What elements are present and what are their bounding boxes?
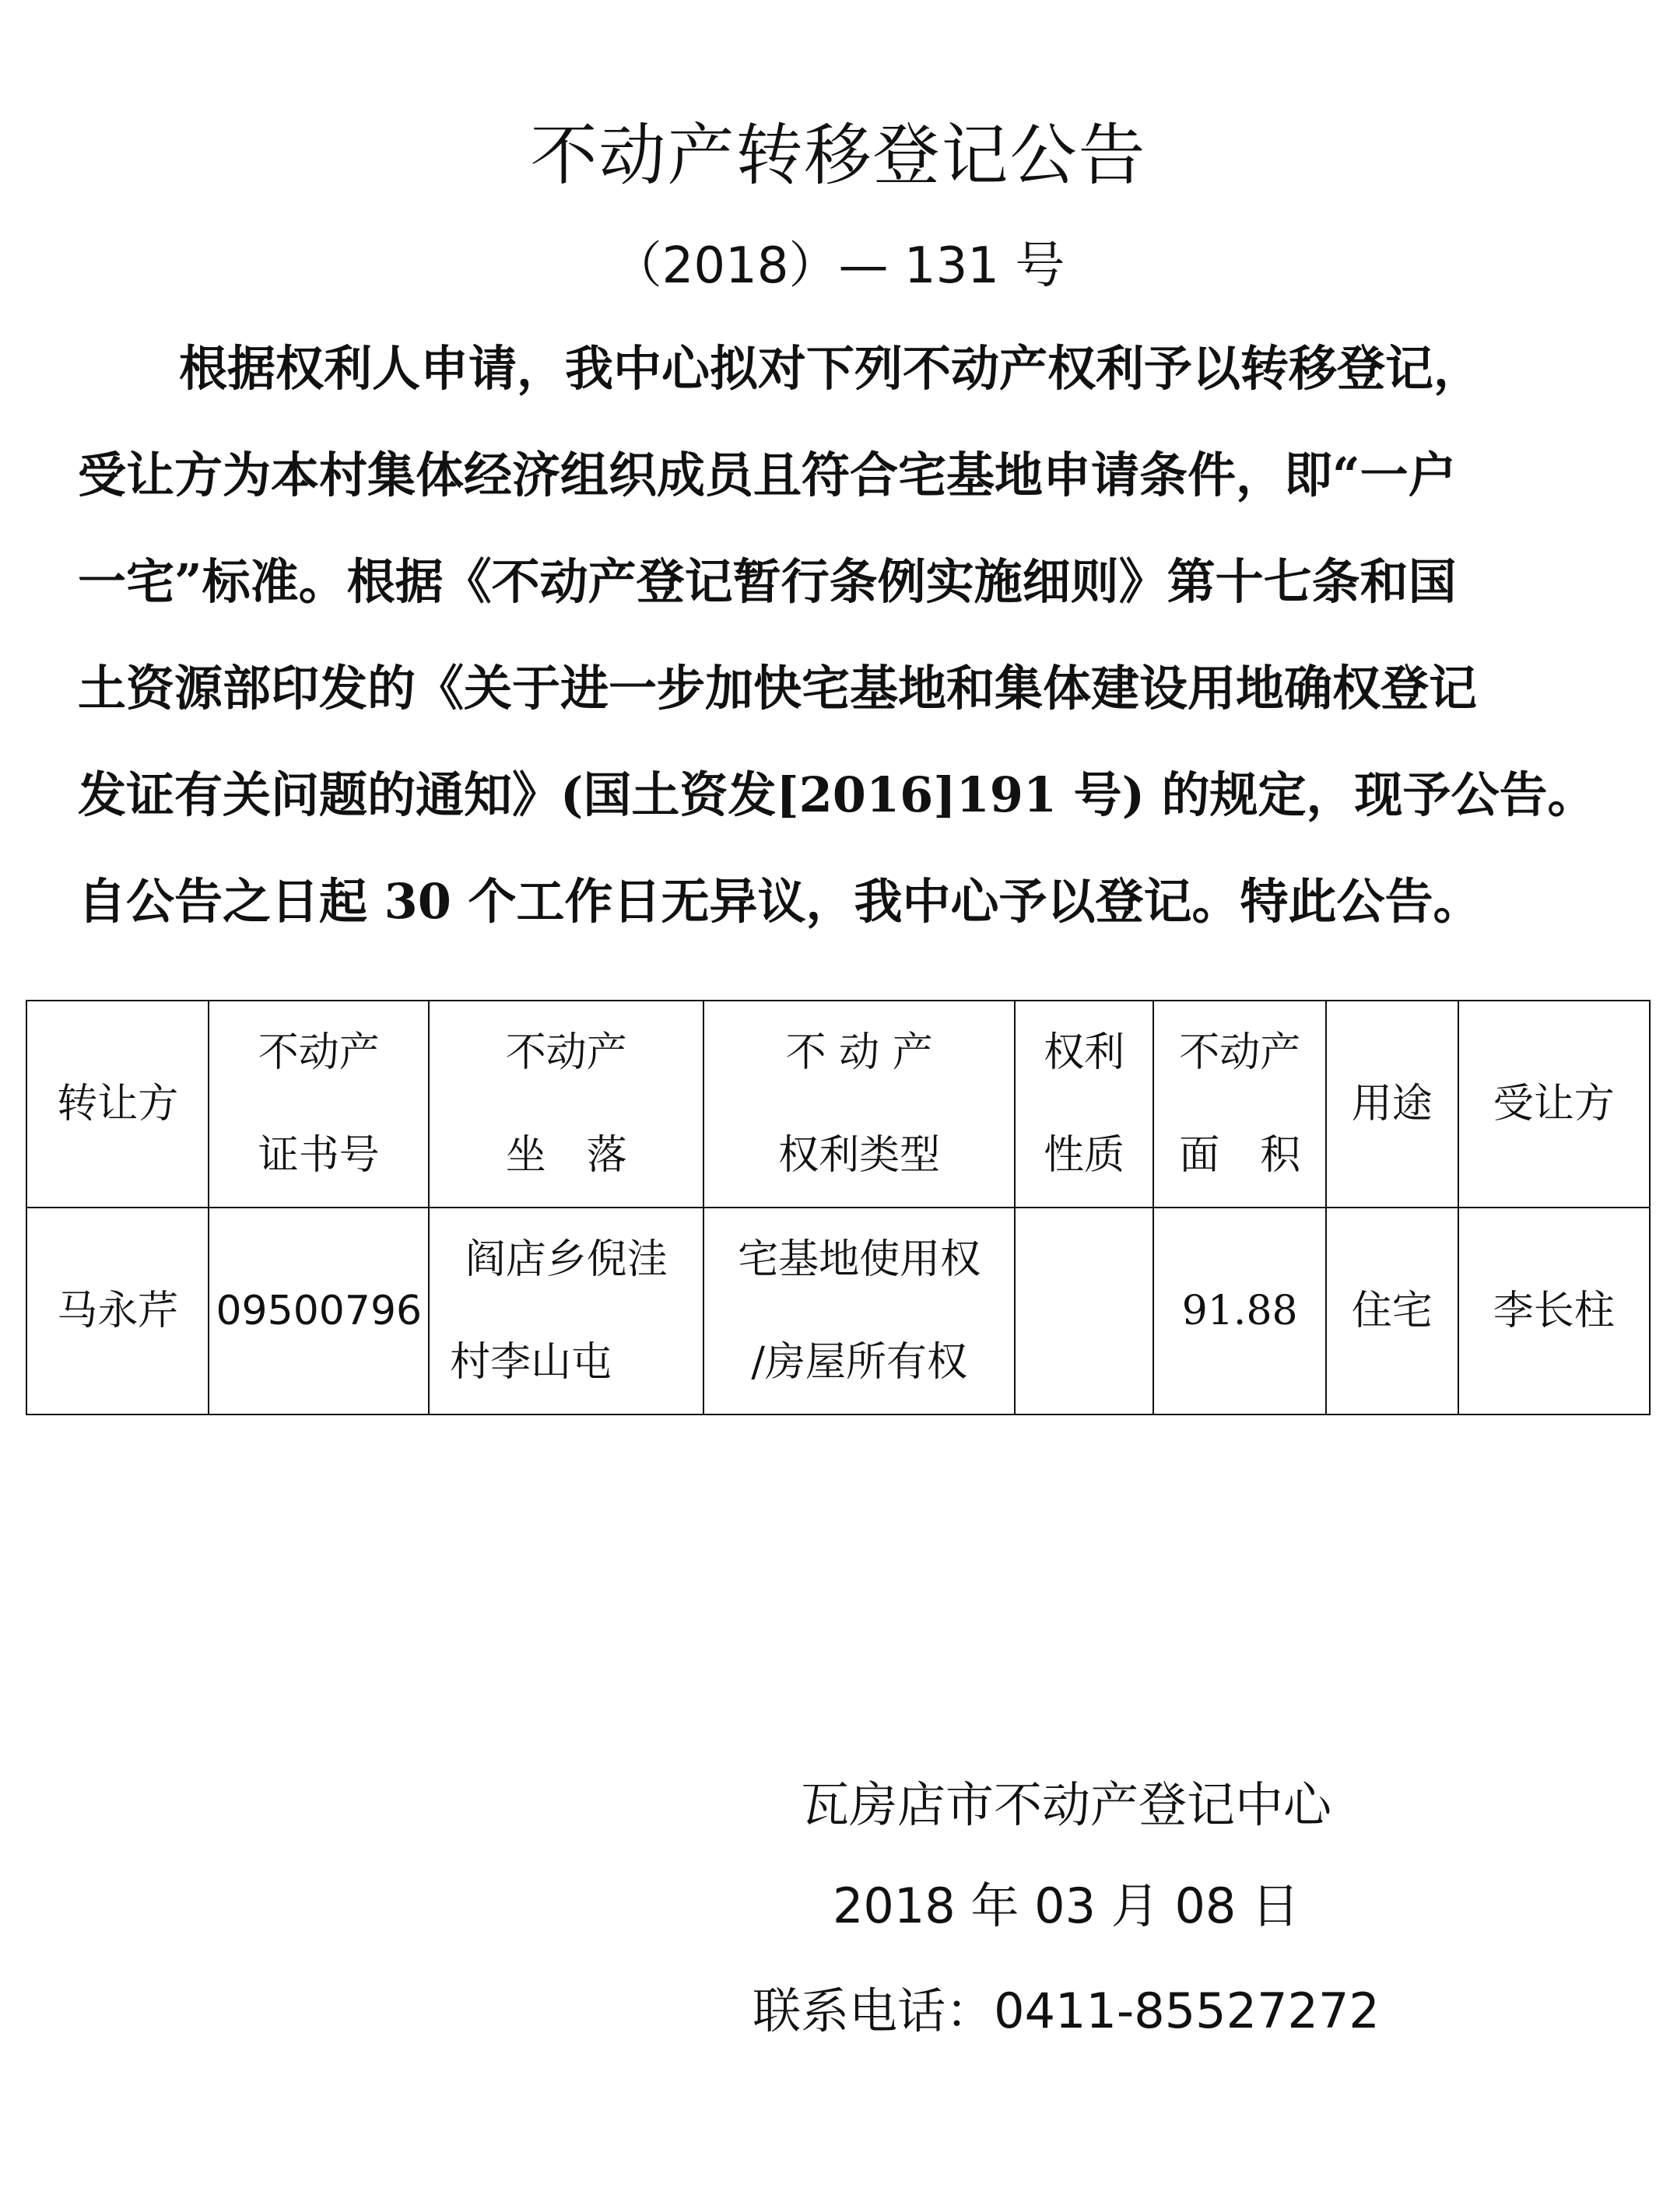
- table-header-row: [26, 1001, 1650, 1208]
- table-row: [26, 1208, 1650, 1414]
- notice-body: [78, 315, 1603, 955]
- header-cert-number: 不动产 证书号: [209, 1001, 429, 1208]
- cell-area: 91.88: [1153, 1208, 1326, 1414]
- header-transferee: 受让方: [1458, 1001, 1650, 1208]
- body-line-4: 土资源部印发的《关于进一步加快宅基地和集体建设用地确权登记: [78, 660, 1478, 717]
- property-table: [26, 1000, 1651, 1415]
- header-usage: 用途: [1326, 1001, 1458, 1208]
- cell-location: 阎店乡倪洼 村李山屯: [429, 1208, 703, 1414]
- notice-title: 不动产转移登记公告: [530, 117, 1147, 195]
- contact-phone: 联系电话：0411-85527272: [753, 1982, 1380, 2039]
- cell-right-nature: [1015, 1208, 1154, 1414]
- cell-right-type: 宅基地使用权 /房屋所有权: [703, 1208, 1014, 1414]
- document-number: （2018）— 131 号: [612, 237, 1065, 295]
- header-right-type: 不 动 产 权利类型: [703, 1001, 1014, 1208]
- body-line-5: 发证有关问题的通知》(国土资发[2016]191 号) 的规定，现予公告。: [78, 766, 1596, 823]
- header-transferor: 转让方: [26, 1001, 209, 1208]
- body-line-3: 一宅”标准。根据《不动产登记暂行条例实施细则》第十七条和国: [78, 553, 1457, 610]
- cell-cert-number: 09500796: [209, 1208, 429, 1414]
- header-area: 不动产 面 积: [1153, 1001, 1326, 1208]
- cell-usage: 住宅: [1326, 1208, 1458, 1414]
- body-line-1: 根据权利人申请，我中心拟对下列不动产权利予以转移登记，: [179, 340, 1482, 397]
- body-line-2: 受让方为本村集体经济组织成员且符合宅基地申请条件，即“一户: [78, 447, 1457, 503]
- header-right-nature: 权利 性质: [1015, 1001, 1154, 1208]
- cell-transferee: 李长柱: [1458, 1208, 1650, 1414]
- cell-transferor: 马永芹: [26, 1208, 209, 1414]
- header-location: 不动产 坐 落: [429, 1001, 703, 1208]
- issue-date: 2018 年 03 月 08 日: [832, 1877, 1300, 1934]
- body-line-6: 自公告之日起 30 个工作日无异议，我中心予以登记。特此公告。: [78, 873, 1482, 930]
- issuer-name: 瓦房店市不动产登记中心: [800, 1776, 1331, 1833]
